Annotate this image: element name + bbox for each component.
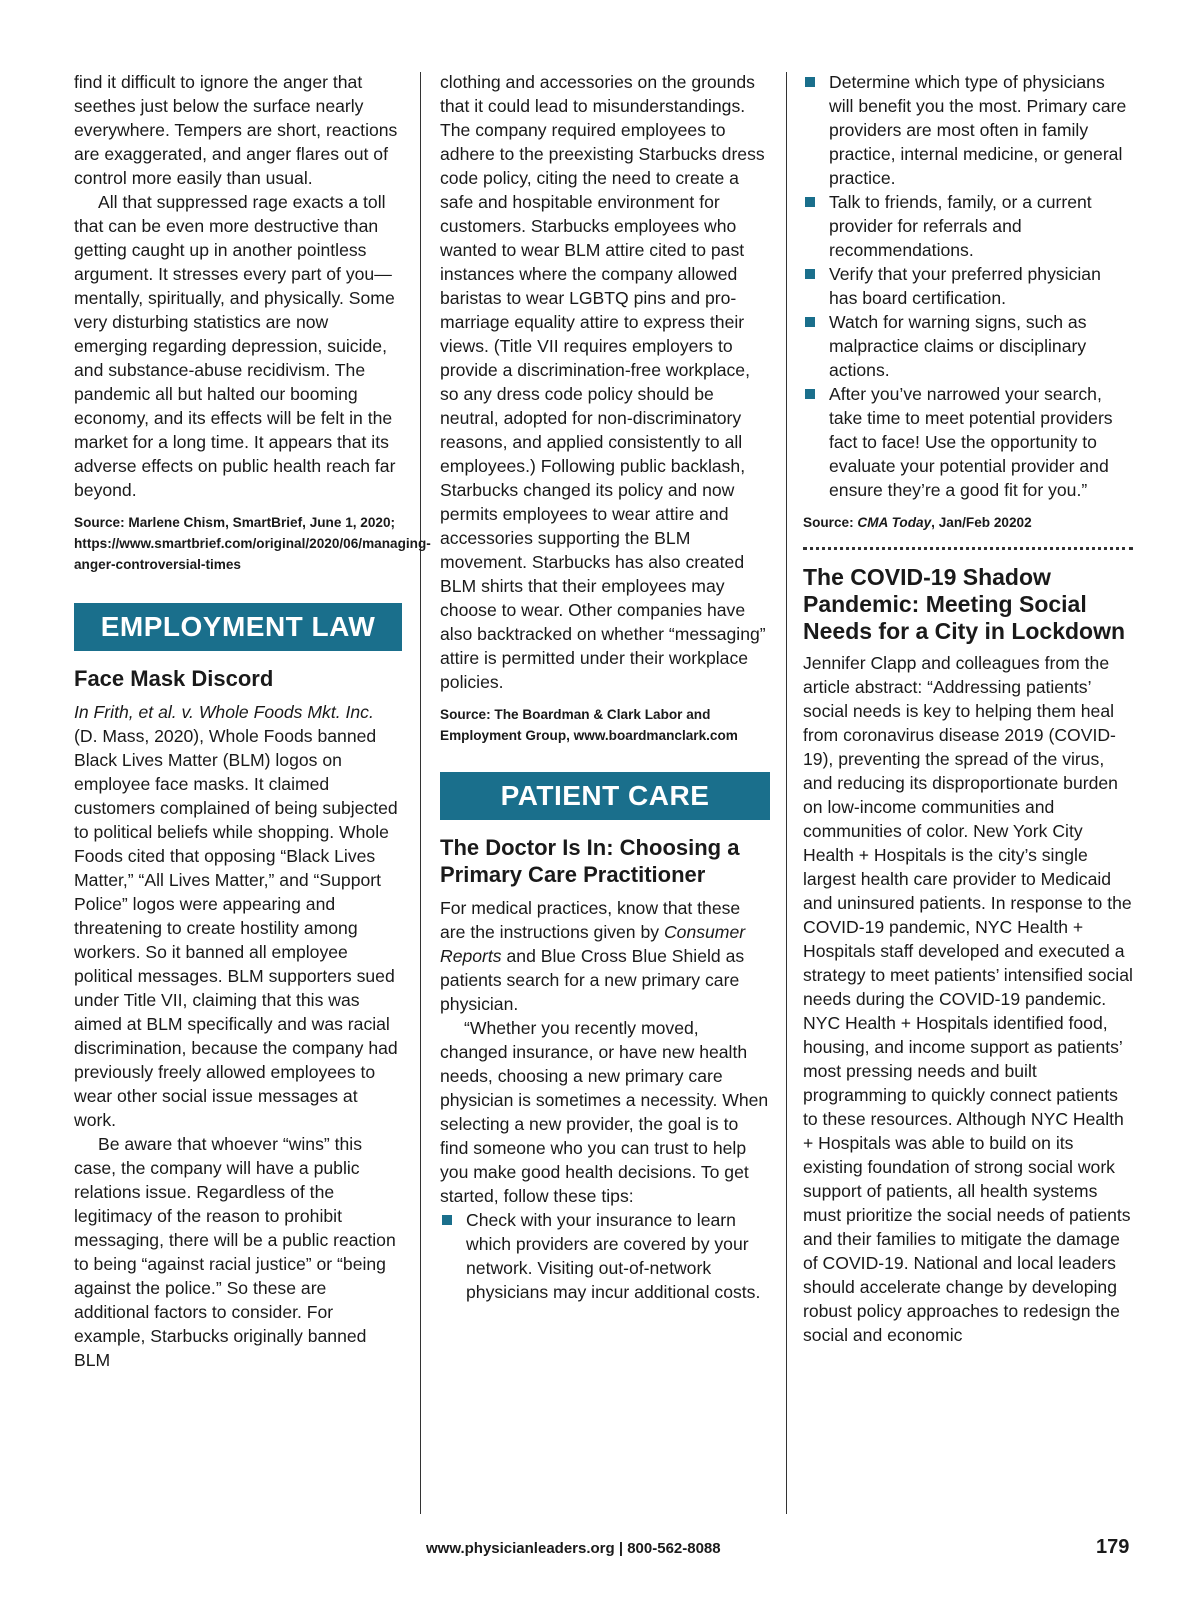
paragraph: Be aware that whoever “wins” this case, the company will have a public relations issue. Regardless of the legitimacy of the reason to prohibit messaging, there will be a public reaction to being “against racial justice” or “being against the police.” So these are additional factors to consider. For example, Starbucks originally banned BLM [74, 1134, 396, 1370]
source-date: , Jan/Feb 20202 [931, 515, 1032, 530]
publication-name: CMA Today [857, 515, 932, 530]
article-heading: Face Mask Discord [74, 666, 274, 691]
list-item [803, 190, 1133, 262]
article-body [440, 896, 770, 1304]
paragraph-text: and Blue Cross Blue Shield as patients search for a new primary care physician. [440, 946, 745, 1014]
article-body [803, 70, 1133, 502]
section-banner-employment-law: EMPLOYMENT LAW [74, 603, 402, 651]
article-body [74, 70, 402, 502]
paragraph [440, 896, 770, 1016]
column-3 [803, 70, 1133, 1347]
column-divider [786, 72, 787, 1514]
list-item-text: Verify that your preferred physician has board certification. [829, 264, 1101, 308]
column-2 [440, 70, 770, 1304]
column-1 [74, 70, 431, 1372]
page-number: 179 [1096, 1536, 1130, 1558]
list-item-text: Check with your insurance to learn which providers are covered by your network. Visiting out-of-network physicians may incur additional costs. [466, 1210, 761, 1302]
article-body [74, 700, 402, 1372]
paragraph: All that suppressed rage exacts a toll that can be even more destructive than getting caught up in another pointless argument. It stresses every part of you—mentally, spiritually, and physically. Some very disturbing statistics are now emerging regarding depression, suicide, and substance-abuse recidivism. The pandemic all but halted our booming economy, and its effects will be felt in the market for a long time. It appears that its adverse effects on public health reach far beyond. [74, 192, 396, 500]
column-divider [420, 72, 421, 1514]
dotted-divider [803, 547, 1133, 550]
list-item [803, 382, 1133, 502]
paragraph [74, 700, 402, 1132]
list-item [803, 70, 1133, 190]
article-heading: The COVID-19 Shadow Pandemic: Meeting Social Needs for a City in Lockdown [803, 564, 1126, 644]
source-citation [803, 512, 1133, 533]
article-body [440, 70, 770, 694]
list-item [440, 1208, 770, 1304]
paragraph: find it difficult to ignore the anger that seethes just below the surface nearly everywhere. Tempers are short, reactions are exaggerated, and anger flares out of control more easily than usual. [74, 72, 398, 188]
article-body [803, 651, 1133, 1347]
tips-list [803, 70, 1133, 502]
paragraph: Jennifer Clapp and colleagues from the article abstract: “Addressing patients’ social needs is key to helping them heal from coronavirus disease 2019 (COVID-19), preventing the spread of the virus, and reducing its disproportionate burden on low-income communities and communities of color. New York City Health + Hospitals is the city’s single largest health care provider to Medicaid and uninsured patients. In response to the COVID-19 pandemic, NYC Health + Hospitals staff developed and executed a strategy to meet patients’ intensified social needs during the COVID-19 pandemic. NYC Health + Hospitals identified food, housing, and income support as patients’ most pressing needs and built programming to quickly connect patients to these resources. Although NYC Health + Hospitals was able to build on its existing foundation of strong social work support of patients, all health systems must prioritize the social needs of patients and their families to mitigate the damage of COVID-19. National and local leaders should accelerate change by developing robust policy approaches to redesign the social and economic [803, 653, 1133, 1345]
list-item-text: Talk to friends, family, or a current provider for referrals and recommendations. [829, 192, 1092, 260]
case-name: In Frith, et al. v. Whole Foods Mkt. Inc. [74, 702, 374, 722]
square-bullet-icon [805, 197, 815, 207]
source-citation: Source: The Boardman & Clark Labor and Employment Group, www.boardmanclark.com [440, 707, 738, 743]
square-bullet-icon [442, 1215, 452, 1225]
paragraph-text: For medical practices, know that these are the instructions given by [440, 898, 741, 942]
tips-list [440, 1208, 770, 1304]
square-bullet-icon [805, 317, 815, 327]
publication-name: Consumer Reports [440, 922, 746, 966]
list-item [803, 310, 1133, 382]
paragraph: clothing and accessories on the grounds that it could lead to misunderstandings. The company required employees to adhere to the preexisting Starbucks dress code policy, citing the need to create a safe and hospitable environment for customers. Starbucks employees who wanted to wear BLM attire cited to past instances where the company allowed baristas to wear LGBTQ pins and pro-marriage equality attire to express their views. (Title VII requires employers to provide a discrimination-free workplace, so any dress code policy should be neutral, adopted for non-discriminatory reasons, and applied consistently to all employees.) Following public backlash, Starbucks changed its policy and now permits employees to wear attire and accessories supporting the BLM movement. Starbucks has also created BLM shirts that their employees may choose to wear. Other companies have also backtracked on whether “messaging” attire is permitted under their workplace policies. [440, 72, 766, 692]
square-bullet-icon [805, 269, 815, 279]
paragraph-text: (D. Mass, 2020), Whole Foods banned Black Lives Matter (BLM) logos on employee face masks. It claimed customers complained of being subjected to political beliefs while shopping. Whole Foods cited that opposing “Black Lives Matter,” “All Lives Matter,” and “Support Police” logos were appearing and threatening to create hostility among workers. So it banned all employee political messages. BLM supporters sued under Title VII, claiming that this was aimed at BLM specifically and was racial discrimination, because the company had previously freely allowed employees to wear other social issue messages at work. [74, 726, 398, 1130]
square-bullet-icon [805, 389, 815, 399]
list-item [803, 262, 1133, 310]
source-citation: Source: Marlene Chism, SmartBrief, June 1, 2020; https://www.smartbrief.com/original/2020/06/managing-anger-controversial-times [74, 515, 431, 572]
article-heading: The Doctor Is In: Choosing a Primary Care Practitioner [440, 835, 740, 887]
square-bullet-icon [805, 77, 815, 87]
paragraph: “Whether you recently moved, changed insurance, or have new health needs, choosing a new primary care physician is sometimes a necessity. When selecting a new provider, the goal is to find someone who you can trust to help you make good health decisions. To get started, follow these tips: [440, 1018, 769, 1206]
section-banner-patient-care: PATIENT CARE [440, 772, 770, 820]
source-label: Source: [803, 515, 858, 530]
list-item-text: Determine which type of physicians will benefit you the most. Primary care providers are most often in family practice, internal medicine, or general practice. [829, 72, 1127, 188]
list-item-text: Watch for warning signs, such as malpractice claims or disciplinary actions. [829, 312, 1087, 380]
list-item-text: After you’ve narrowed your search, take time to meet potential providers fact to face! Use the opportunity to evaluate your potential provider and ensure they’re a good fit for you.” [829, 384, 1113, 500]
footer-contact: www.physicianleaders.org | 800-562-8088 [426, 1540, 721, 1557]
